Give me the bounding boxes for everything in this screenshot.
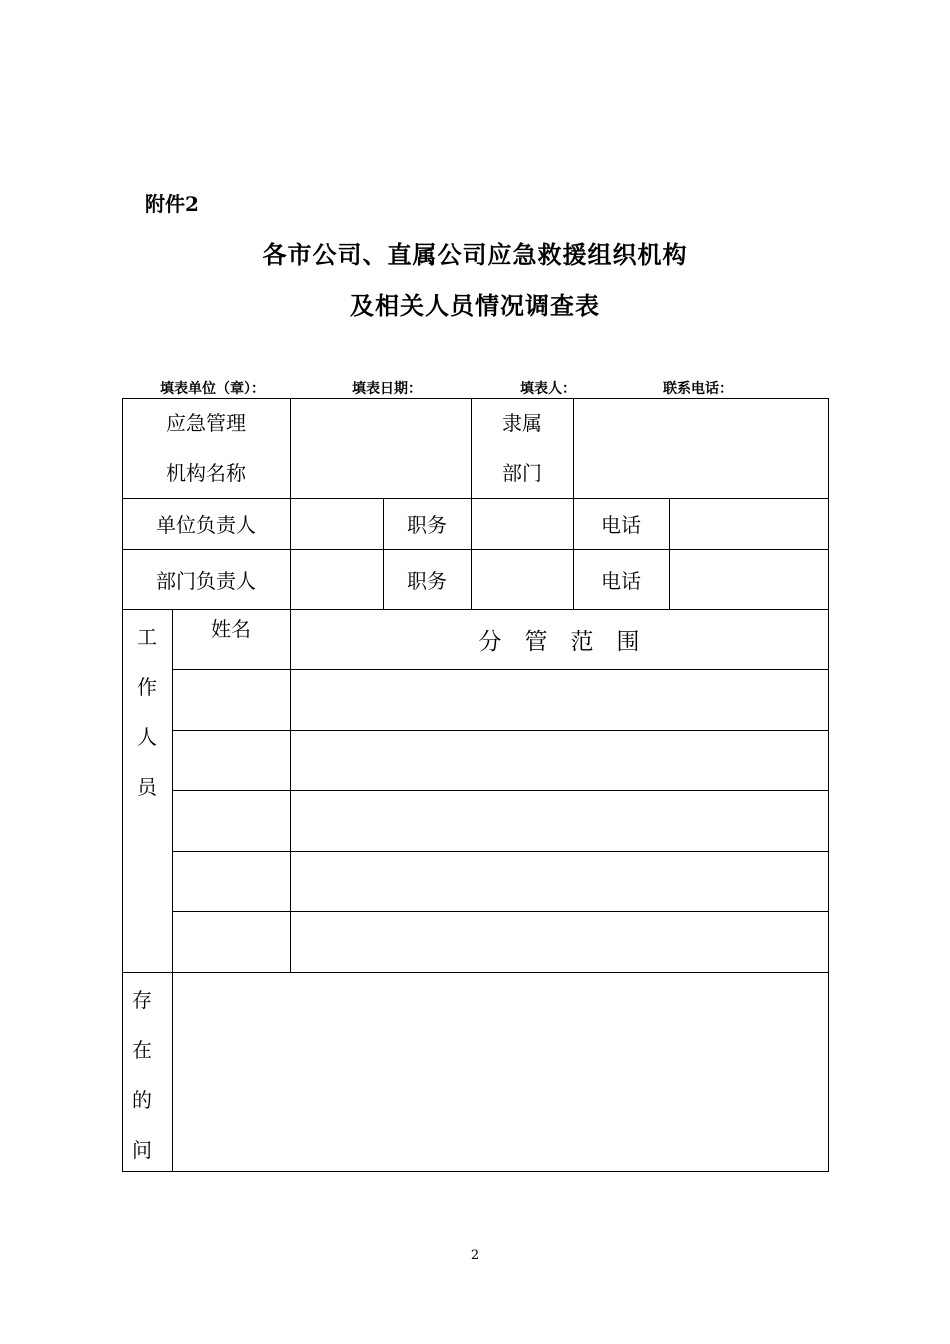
dept-label <box>471 398 573 498</box>
staff-name-input[interactable] <box>173 731 290 790</box>
staff-char: 工 <box>137 625 157 649</box>
org-name-line-2: 机构名称 <box>166 461 246 485</box>
org-name-label <box>122 398 290 498</box>
issues-char: 存 <box>132 988 152 1012</box>
unit-head-position-value[interactable] <box>472 499 573 549</box>
dept-value[interactable] <box>574 399 828 498</box>
title-line-1: 各市公司、直属公司应急救援组织机构 <box>262 240 688 269</box>
staff-scope-input[interactable] <box>291 731 828 790</box>
staff-char: 人 <box>137 725 157 749</box>
fill-phone-label: 联系电话： <box>663 381 733 397</box>
staff-name-input[interactable] <box>173 670 290 730</box>
dept-head-phone-label: 电话 <box>601 568 641 593</box>
fill-unit-label: 填表单位（章）： <box>160 381 265 397</box>
dept-line-1: 隶属 <box>502 411 542 435</box>
issues-char: 在 <box>132 1038 152 1062</box>
title-line-2: 及相关人员情况调查表 <box>350 291 600 320</box>
issues-char: 问 <box>132 1138 152 1162</box>
dept-head-phone-value[interactable] <box>670 550 828 609</box>
staff-char: 作 <box>137 675 157 699</box>
staff-scope-input[interactable] <box>291 852 828 911</box>
staff-name-input[interactable] <box>173 791 290 851</box>
dept-head-position-label: 职务 <box>407 568 447 593</box>
unit-head-value[interactable] <box>291 499 383 549</box>
unit-head-position-label: 职务 <box>407 513 447 537</box>
attachment-label: 附件2 <box>145 192 199 216</box>
table-line <box>122 1171 829 1172</box>
org-name-value[interactable] <box>291 399 471 498</box>
staff-name-input[interactable] <box>173 912 290 972</box>
scope-header: 分 管 范 围 <box>478 628 640 655</box>
staff-scope-input[interactable] <box>291 791 828 851</box>
unit-head-phone-value[interactable] <box>670 499 828 549</box>
org-name-line-1: 应急管理 <box>166 411 246 435</box>
dept-head-label: 部门负责人 <box>156 568 256 593</box>
name-header: 姓名 <box>211 617 251 641</box>
staff-scope-input[interactable] <box>291 912 828 972</box>
staff-char: 员 <box>137 775 157 799</box>
page-number: 2 <box>470 1248 480 1263</box>
fill-date-label: 填表日期： <box>352 381 422 397</box>
dept-head-position-value[interactable] <box>472 550 573 609</box>
issues-section-label <box>117 975 167 1175</box>
staff-name-input[interactable] <box>173 852 290 911</box>
fill-person-label: 填表人： <box>520 381 576 397</box>
dept-line-2: 部门 <box>502 461 542 485</box>
issues-char: 的 <box>132 1088 152 1112</box>
staff-scope-input[interactable] <box>291 670 828 730</box>
unit-head-label: 单位负责人 <box>156 513 256 537</box>
dept-head-value[interactable] <box>291 550 383 609</box>
table-line <box>828 398 829 1172</box>
issues-input[interactable] <box>173 973 828 1171</box>
staff-section-label <box>122 612 172 812</box>
unit-head-phone-label: 电话 <box>601 513 641 537</box>
